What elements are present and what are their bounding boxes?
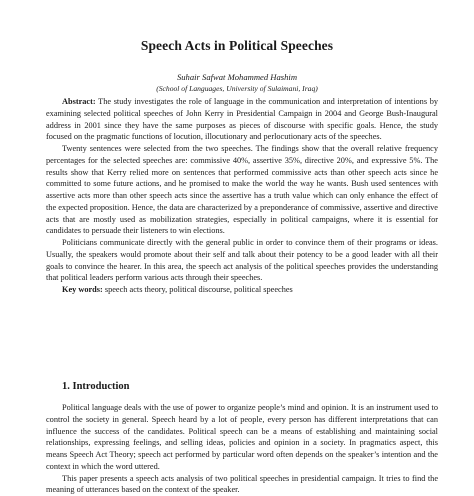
abstract-section bbox=[46, 96, 438, 296]
paper-title: Speech Acts in Political Speeches bbox=[0, 38, 474, 54]
abstract-paragraph-3: Politicians communicate directly with the general public in order to convince them of their programs or ideas. Usually, the speakers would promote about their self and talk about their potency to be a good leader with all their goals to convince the hearer. In this area, the speech act analysis of the political speeches provides the understanding that political leaders perform various acts through their speeches. bbox=[46, 237, 438, 284]
author-name: Suhair Safwat Mohammed Hashim bbox=[0, 72, 474, 82]
section-heading-introduction: 1. Introduction bbox=[62, 381, 130, 392]
keywords-label: Key words: bbox=[62, 285, 103, 294]
keywords-line bbox=[46, 284, 438, 296]
intro-paragraph-2: This paper presents a speech acts analysis of two political speeches in presidential campaign. It tries to find the meaning of utterances based on the context of the speaker. bbox=[46, 473, 438, 496]
keywords-text: speech acts theory, political discourse, political speeches bbox=[103, 285, 293, 294]
intro-paragraph-1: Political language deals with the use of power to organize people’s mind and opinion. It is an instrument used to control the society in general. Speech heard by a lot of people, every person has different interpretations that can influence the success of the candidates. Political speech can be a means of establishing and maintaining social relationships, expressing feelings, and selling ideas, policies and opinion in a society. In pragmatics aspect, this means Speech Act Theory; speech act performed by particular word often depends on the speaker’s intention and the context in which the word uttered. bbox=[46, 402, 438, 473]
abstract-paragraph-2: Twenty sentences were selected from the two speeches. The findings show that the overall relative frequency percentages for the selected speeches are: commissive 40%, assertive 35%, directive 20%, and expressive 5%. The results show that Kerry relied more on sentences that performed commissive acts than other speech acts since he committed to some future actions, and he promised to make the world the way he wants. Bush used sentences with assertive acts more than other speech acts since the assertive has a truth value which can only enhance the effect of the expected proposition. Hence, the data are characterized by a preponderance of commissive, assertive and directive acts that are mostly used as mobilization strategies, especially in political campaigns, where it is essential for candidates to persuade their listeners to win elections. bbox=[46, 143, 438, 237]
abstract-text-1: The study investigates the role of language in the communication and interpretation of intentions by examining selected political speeches of John Kerry in Presidential Campaign in 2004 and George Bush-Inaugural address in 2001 since they have the same purposes as pieces of discourse with specific goals. Hence, the study focused on the pragmatic functions of locution, illocutionary and perlocutionary acts of the speeches. bbox=[46, 97, 438, 141]
abstract-paragraph-1 bbox=[46, 96, 438, 143]
introduction-section bbox=[46, 402, 438, 496]
author-affiliation: (School of Languages, University of Sulaimani, Iraq) bbox=[0, 84, 474, 93]
abstract-label: Abstract: bbox=[62, 97, 96, 106]
